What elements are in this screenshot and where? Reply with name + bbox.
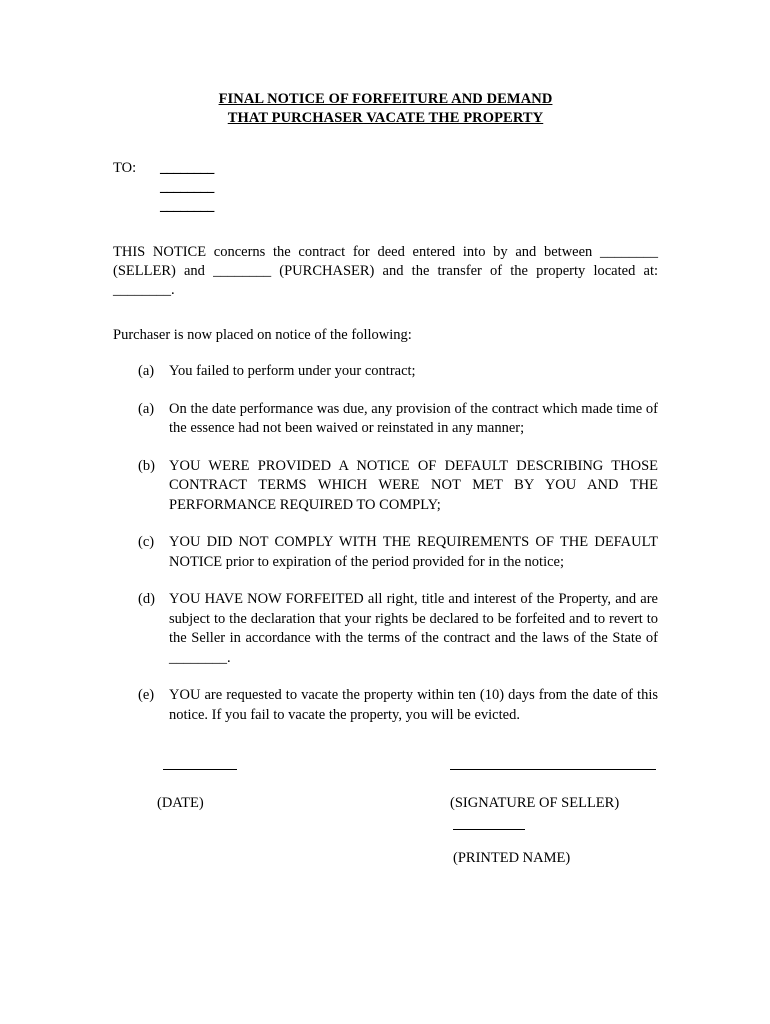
recipient-blank-2: ________: [160, 179, 214, 195]
list-item-text: You failed to perform under your contract;: [169, 363, 416, 379]
document-body: [113, 90, 658, 879]
printed-name-line[interactable]: [453, 829, 525, 830]
page-title: [113, 90, 658, 128]
printed-name-label: (PRINTED NAME): [453, 850, 571, 866]
list-item-marker: (b): [138, 457, 155, 474]
to-label: TO:: [113, 160, 137, 176]
list-item: [113, 533, 658, 572]
recipient-row-1: [113, 159, 658, 178]
recipient-block: [113, 159, 658, 216]
date-signature-line[interactable]: [163, 769, 237, 770]
list-item: [113, 590, 658, 668]
recipient-blank-1: ________: [160, 160, 214, 176]
title-line-2: THAT PURCHASER VACATE THE PROPERTY: [227, 110, 544, 126]
recipient-row-2: [113, 178, 658, 197]
intro-paragraph: THIS NOTICE concerns the contract for deed entered into by and between ________ (SELLER) and ________ (PURCHASER) and the transfer of the property located at: ________.: [113, 244, 658, 298]
recipient-blank-3: ________: [160, 198, 214, 214]
notice-lead-line: Purchaser is now placed on notice of the following:: [113, 327, 412, 343]
list-item-marker: (a): [138, 363, 155, 379]
list-item-text: YOU WERE PROVIDED A NOTICE OF DEFAULT DESCRIBING THOSE CONTRACT TERMS WHICH WERE NOT MET BY YOU AND THE PERFORMANCE REQUIRED TO COMPLY;: [169, 457, 658, 513]
list-item-marker: (e): [138, 687, 155, 703]
seller-signature-line[interactable]: [450, 769, 656, 770]
title-line-1: FINAL NOTICE OF FORFEITURE AND DEMAND: [218, 91, 553, 107]
list-item-marker: (a): [138, 400, 155, 417]
list-item-text: YOU are requested to vacate the property within ten (10) days from the date of this notice. If you fail to vacate the property, you will be evicted.: [169, 687, 658, 723]
list-item-marker: (d): [138, 591, 155, 607]
list-item-text: YOU HAVE NOW FORFEITED all right, title and interest of the Property, and are subject to the declaration that your rights be declared to be forfeited and to revert to the Seller in accordance with the terms of the contract and the laws of the State of ________.: [169, 591, 658, 666]
signature-block: [113, 769, 658, 879]
seller-signature-label: (SIGNATURE OF SELLER): [450, 795, 620, 811]
list-item: [113, 362, 658, 382]
list-item: [113, 686, 658, 725]
list-item-text: On the date performance was due, any provision of the contract which made time of the essence had not been waived or reinstated in any manner;: [169, 400, 658, 436]
recipient-row-3: [113, 197, 658, 216]
list-item: [113, 457, 658, 516]
list-item-text: YOU DID NOT COMPLY WITH THE REQUIREMENTS OF THE DEFAULT NOTICE prior to expiration of the period provided for in the notice;: [169, 534, 658, 570]
list-item: [113, 400, 658, 439]
notice-items-list: [113, 362, 658, 725]
list-item-marker: (c): [138, 534, 155, 550]
date-label: (DATE): [157, 795, 204, 811]
